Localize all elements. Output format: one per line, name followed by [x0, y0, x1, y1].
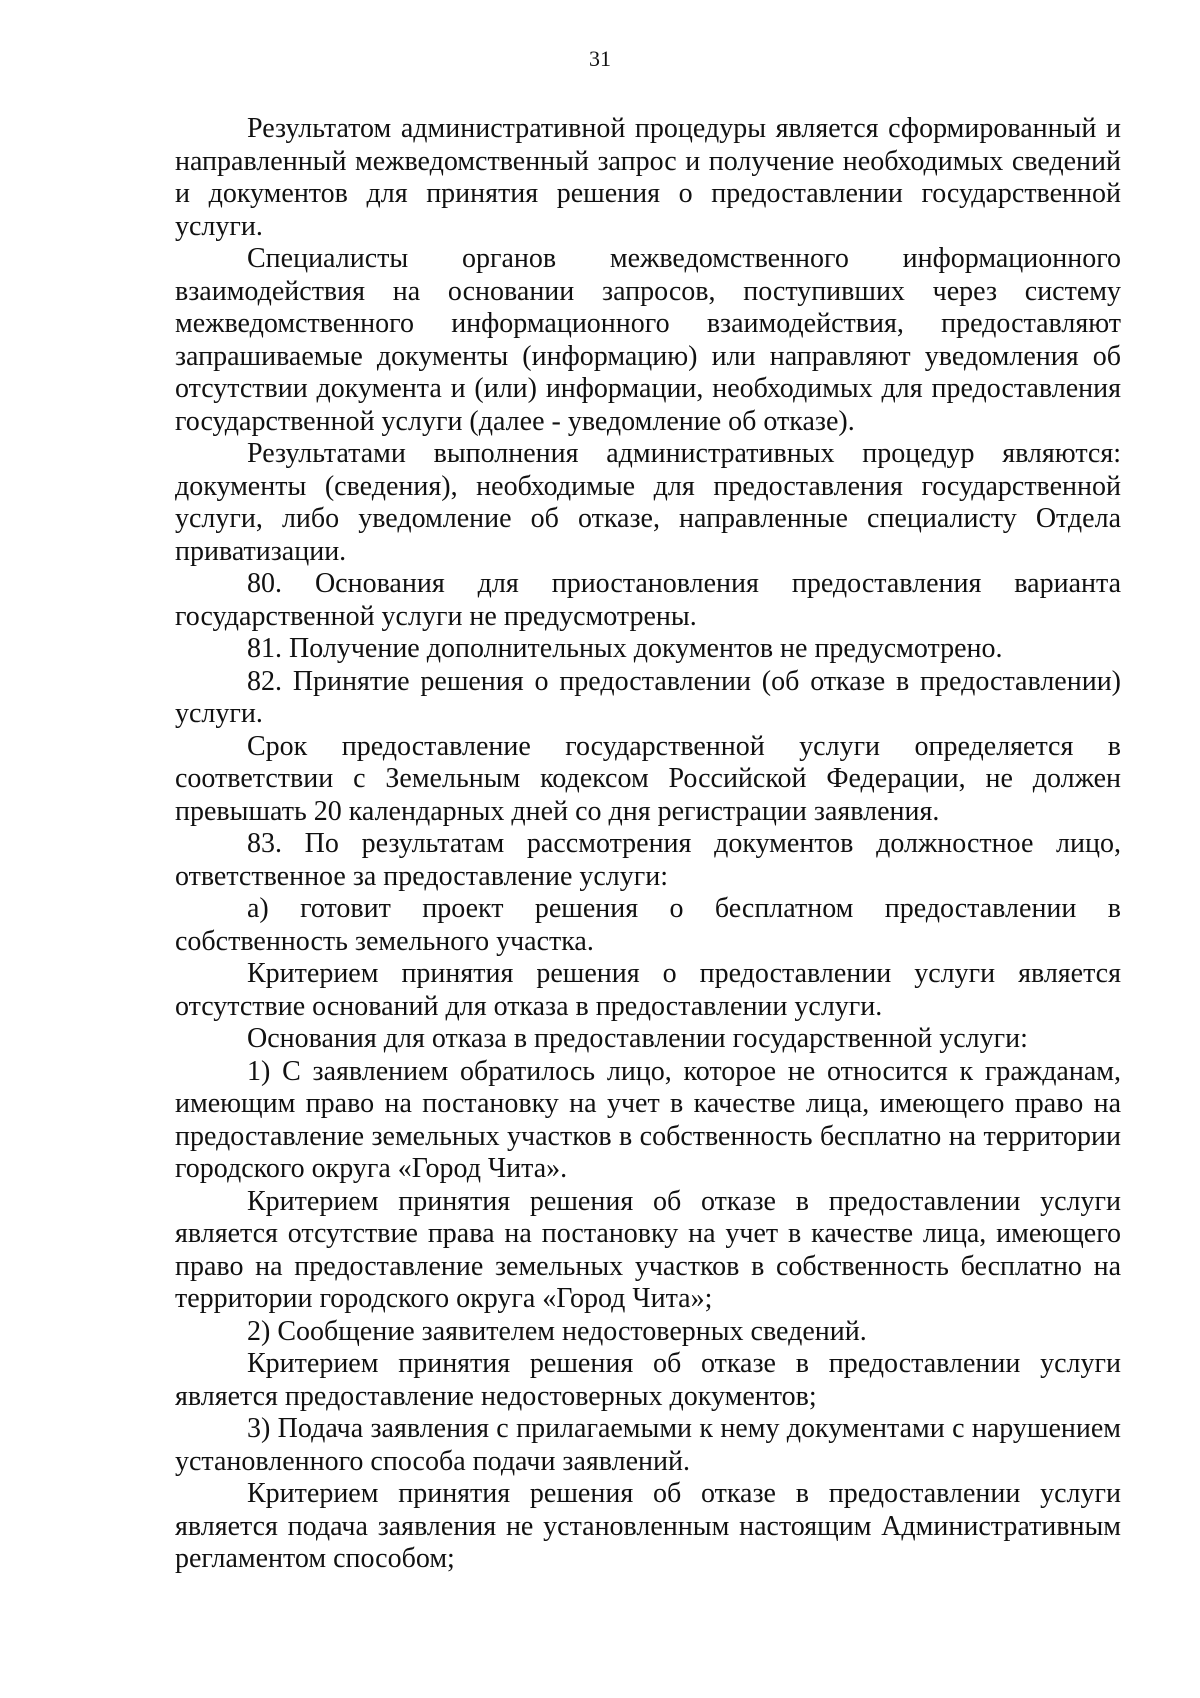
- paragraph-item-82: 82. Принятие решения о предоставлении (об отказе в предоставлении) услуги.: [175, 665, 1121, 729]
- document-body: [175, 113, 1121, 1576]
- paragraph-item-80: 80. Основания для приостановления предоставления варианта государственной услуги не предусмотрены.: [175, 568, 1121, 632]
- paragraph-subitem-1: 1) С заявлением обратилось лицо, которое не относится к гражданам, имеющим право на постановку на учет в качестве лица, имеющего право на предоставление земельных участков в собственность бесплатно на территории городского округа «Город Чита».: [175, 1055, 1121, 1184]
- paragraph: Критерием принятия решения об отказе в предоставлении услуги является подача заявления не установленным настоящим Административным регламентом способом;: [175, 1478, 1121, 1574]
- paragraph: Основания для отказа в предоставлении государственной услуги:: [247, 1023, 1028, 1054]
- paragraph: Результатом административной процедуры является сформированный и направленный межведомственный запрос и получение необходимых сведений и документов для принятия решения о предоставлении государственной услуги.: [175, 113, 1121, 242]
- paragraph: Специалисты органов межведомственного информационного взаимодействия на основании запросов, поступивших через систему межведомственного информационного взаимодействия, предоставляют запрашиваемые документы (информацию) или направляют уведомления об отсутствии документа и (или) информации, необходимых для предоставления государственной услуги (далее - уведомление об отказе).: [175, 243, 1121, 437]
- paragraph: Срок предоставление государственной услуги определяется в соответствии с Земельным кодексом Российской Федерации, не должен превышать 20 календарных дней со дня регистрации заявления.: [175, 730, 1121, 827]
- paragraph-subitem-a: а) готовит проект решения о бесплатном предоставлении в собственность земельного участка.: [175, 893, 1121, 957]
- paragraph-subitem-3: 3) Подача заявления с прилагаемыми к нему документами с нарушением установленного способа подачи заявлений.: [175, 1413, 1121, 1477]
- paragraph: Критерием принятия решения об отказе в предоставлении услуги является предоставление недостоверных документов;: [175, 1348, 1121, 1412]
- paragraph: Критерием принятия решения о предоставлении услуги является отсутствие оснований для отказа в предоставлении услуги.: [175, 958, 1121, 1022]
- paragraph-item-81: 81. Получение дополнительных документов не предусмотрено.: [247, 633, 1003, 664]
- paragraph-subitem-2: 2) Сообщение заявителем недостоверных сведений.: [247, 1315, 867, 1347]
- page-number: 31: [589, 46, 611, 71]
- paragraph: Результатами выполнения административных процедур являются: документы (сведения), необходимые для предоставления государственной услуги, либо уведомление об отказе, направленные специалисту Отдела приватизации.: [175, 438, 1121, 567]
- paragraph-item-83: 83. По результатам рассмотрения документов должностное лицо, ответственное за предоставление услуги:: [175, 828, 1121, 892]
- paragraph: Критерием принятия решения об отказе в предоставлении услуги является отсутствие права на постановку на учет в качестве лица, имеющего право на предоставление земельных участков в собственность бесплатно на территории городского округа «Город Чита»;: [175, 1185, 1121, 1314]
